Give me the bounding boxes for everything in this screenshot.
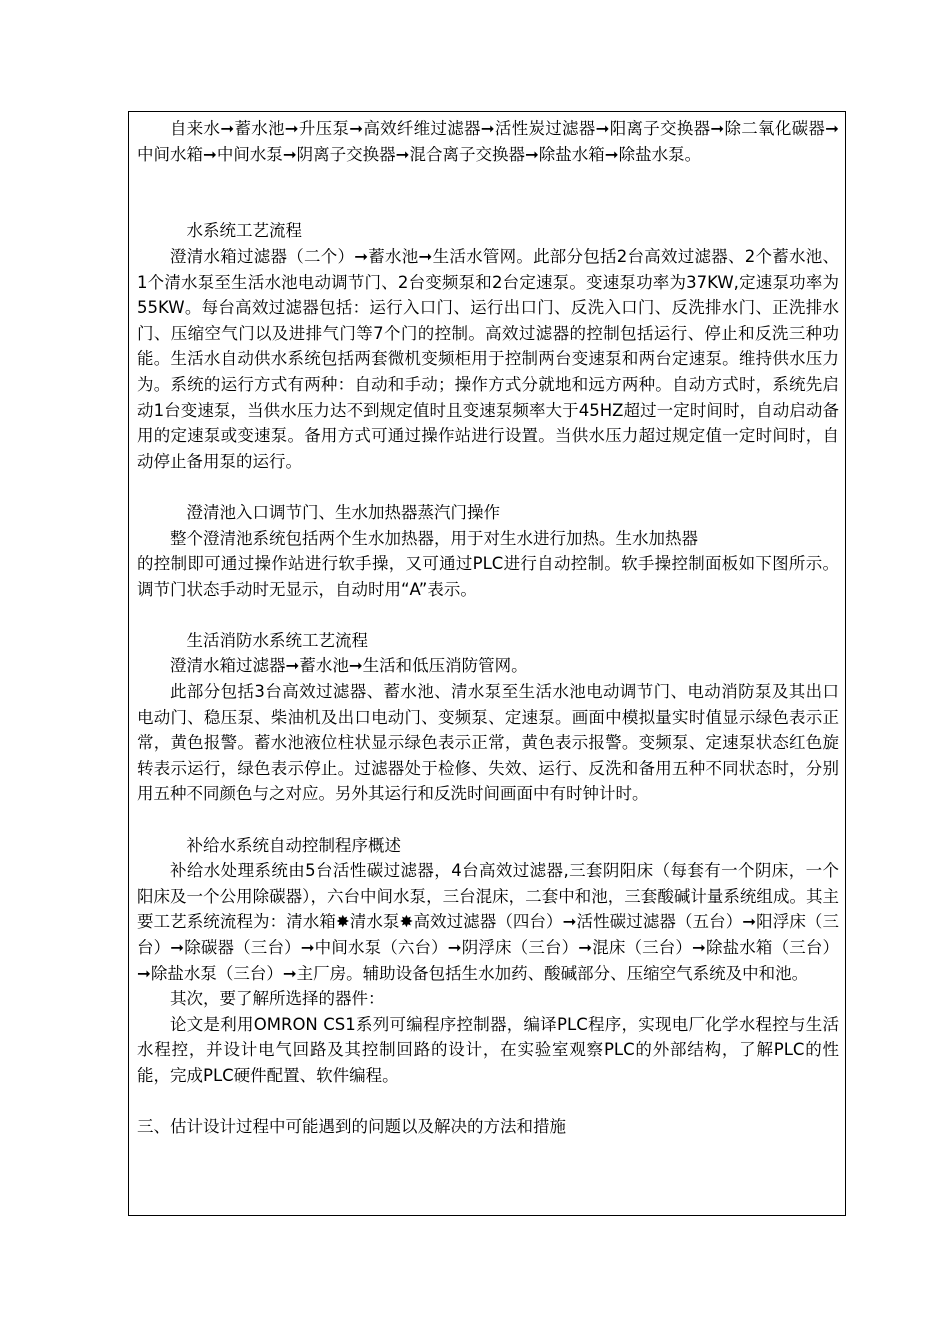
water-system-paragraph: 澄清水箱过滤器（二个）➞蓄水池➞生活水管网。此部分包括2台高效过滤器、2个蓄水池、1个清水泵至生活水池电动调节门、2台变频泵和2台定速泵。变速泵功率为37KW,定速泵功率为55KW。每台高效过滤器包括：运行入口门、运行出口门、反洗入口门、反洗排水门、正洗排水门、压缩空气门以及进排气门等7个门的控制。高效过滤器的控制包括运行、停止和反洗三种功能。生活水自动供水系统包括两套微机变频柜用于控制两台变速泵和两台定速泵。维持供水压力为。系统的运行方式有两种：自动和手动；操作方式分就地和远方两种。自动方式时，系统先启动1台变速泵，当供水压力达不到规定值时且变速泵频率大于45HZ超过一定时间时，自动启动备用的定速泵或变速泵。备用方式可通过操作站进行设置。当供水压力超过规定值一定时间时，自动停止备用泵的运行。 [137,246,839,471]
components-line: 其次，要了解所选择的器件： [170,989,385,1009]
supply-water-heading: 补给水系统自动控制程序概述 [186,835,401,855]
valve-operation-line1: 整个澄清池系统包括两个生水加热器，用于对生水进行加热。生水加热器 [170,528,698,548]
fire-water-paragraph: 此部分包括3台高效过滤器、蓄水池、清水泵至生活水池电动调节门、电动消防泵及其出口电动门、稳压泵、柴油机及出口电动门、变频泵、定速泵。画面中模拟量实时值显示绿色表示正常，黄色报警。蓄水池液位柱状显示绿色表示正常，黄色表示报警。变频泵、定速泵状态红色旋转表示运行，绿色表示停止。过滤器处于检修、失效、运行、反洗和备用五种不同状态时，分别用五种不同颜色与之对应。另外其运行和反洗时间画面中有时钟计时。 [137,682,839,804]
supply-water-paragraph: 补给水处理系统由5台活性碳过滤器，4台高效过滤器,三套阴阳床（每套有一个阴床，一个阳床及一个公用除碳器），六台中间水泵，三台混床，二套中和池，三套酸碱计量系统组成。其主要工艺系统流程为：清水箱✸清水泵✸高效过滤器（四台）➞活性碳过滤器（五台）➞阳浮床（三台）➞除碳器（三台）➞中间水泵（六台）➞阴浮床（三台）➞混床（三台）➞除盐水箱（三台）➞除盐水泵（三台）➞主厂房。辅助设备包括生水加药、酸碱部分、压缩空气系统及中和池。 [137,861,839,983]
fire-water-flow: 澄清水箱过滤器➞蓄水池➞生活和低压消防管网。 [170,656,528,676]
intro-flow-paragraph: 自来水➞蓄水池➞升压泵➞高效纤维过滤器➞活性炭过滤器➞阳离子交换器➞除二氧化碳器➞中间水箱➞中间水泵➞阴离子交换器➞混合离子交换器➞除盐水箱➞除盐水泵。 [137,119,839,164]
document-body [137,116,839,1140]
valve-operation-heading: 澄清池入口调节门、生水加热器蒸汽门操作 [186,502,500,522]
water-system-heading: 水系统工艺流程 [186,221,302,241]
valve-operation-paragraph: 的控制即可通过操作站进行软手操，又可通过PLC进行自动控制。软手操控制面板如下图所示。调节门状态手动时无显示，自动时用“A”表示。 [137,554,839,599]
section-three-heading: 三、估计设计过程中可能遇到的问题以及解决的方法和措施 [137,1117,566,1137]
thesis-paragraph: 论文是利用OMRON CS1系列可编程序控制器，编译PLC程序，实现电厂化学水程控与生活水程控，并设计电气回路及其控制回路的设计，在实验室观察PLC的外部结构，了解PLC的性能，完成PLC硬件配置、软件编程。 [137,1014,839,1085]
fire-water-heading: 生活消防水系统工艺流程 [186,630,368,650]
